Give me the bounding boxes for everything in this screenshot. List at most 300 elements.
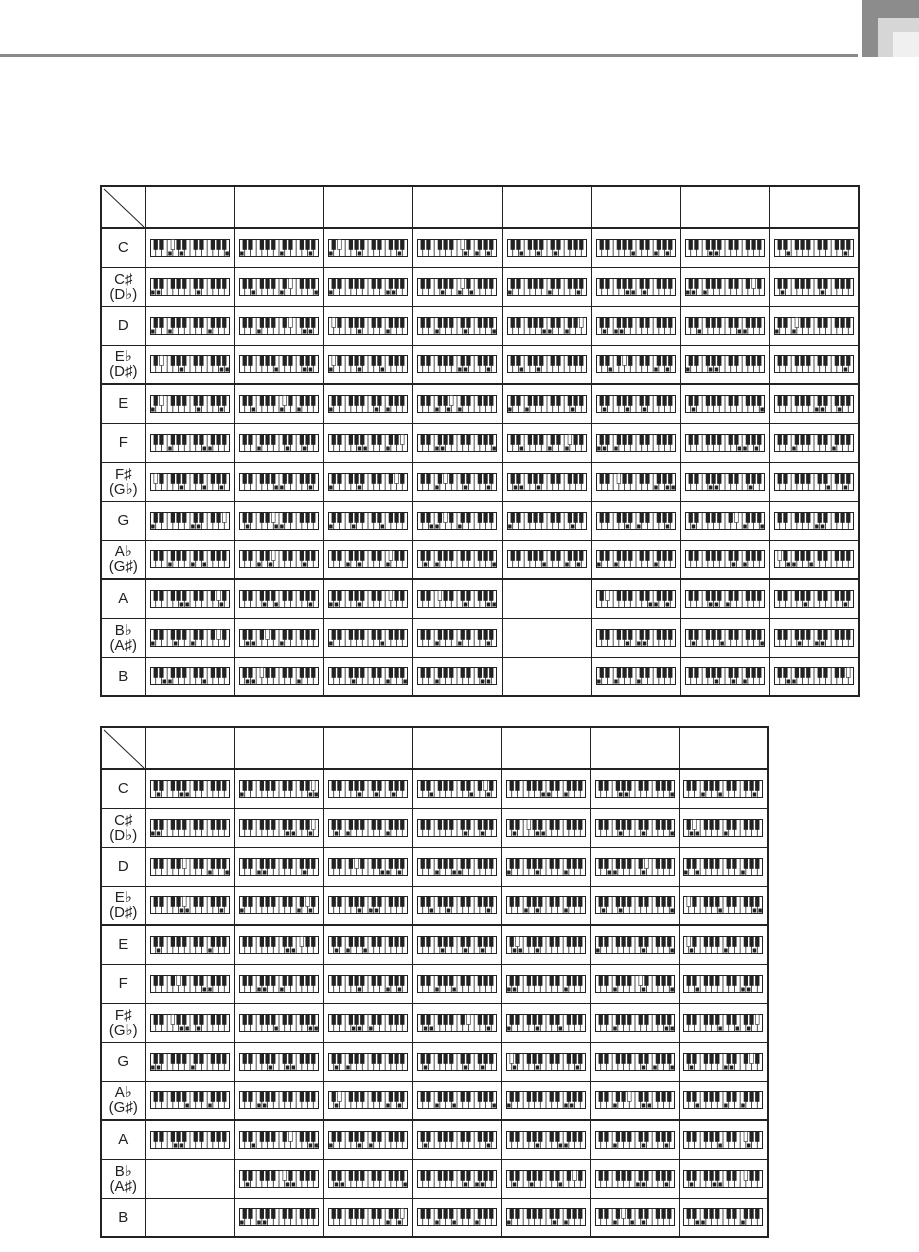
chord-cell: [323, 1159, 412, 1198]
keyboard-diagram-icon: [596, 434, 676, 452]
keyboard-diagram-icon: [328, 1014, 408, 1032]
keyboard-diagram-icon: [595, 780, 675, 798]
keyboard-diagram-icon: [239, 1014, 319, 1032]
root-note: C: [117, 780, 129, 798]
keyboard-diagram-icon: [595, 1091, 675, 1109]
root-label: [101, 579, 145, 618]
chord-cell: [590, 925, 679, 964]
chord-cell: [234, 657, 323, 696]
chord-cell: [681, 540, 770, 579]
chord-cell: [145, 964, 234, 1003]
keyboard-diagram-icon: [685, 512, 765, 530]
root-note: F♯: [114, 465, 132, 483]
chord-type-header: [679, 727, 768, 769]
chord-cell: [770, 501, 859, 540]
root-label: [101, 657, 145, 696]
keyboard-diagram-icon: [239, 512, 319, 530]
chord-type-header: [681, 186, 770, 228]
keyboard-diagram-icon: [506, 896, 586, 914]
root-note: A♭: [114, 543, 132, 561]
keyboard-diagram-icon: [595, 1014, 675, 1032]
chord-cell: [413, 345, 502, 384]
chord-cell: [234, 886, 323, 925]
chord-cell: [502, 618, 591, 657]
chord-cell: [145, 540, 234, 579]
chord-cell: [234, 1042, 323, 1081]
corner-cell: [101, 727, 145, 769]
chord-cell: [413, 540, 502, 579]
keyboard-diagram-icon: [595, 1170, 675, 1188]
chord-cell: [234, 306, 323, 345]
chord-cell: [145, 345, 234, 384]
chord-cell: [145, 306, 234, 345]
keyboard-diagram-icon: [239, 590, 319, 608]
keyboard-diagram-icon: [417, 1170, 497, 1188]
root-note: C♯: [114, 811, 133, 829]
keyboard-diagram-icon: [507, 550, 587, 568]
keyboard-diagram-icon: [685, 473, 765, 491]
chord-type-header: [234, 186, 323, 228]
chord-cell: [591, 228, 680, 267]
keyboard-diagram-icon: [685, 355, 765, 373]
keyboard-diagram-icon: [683, 1170, 763, 1188]
keyboard-diagram-icon: [328, 512, 408, 530]
keyboard-diagram-icon: [774, 667, 854, 685]
root-note-alt: (D♭): [109, 826, 138, 844]
chord-cell: [770, 345, 859, 384]
keyboard-diagram-icon: [774, 395, 854, 413]
keyboard-diagram-icon: [596, 239, 676, 257]
keyboard-diagram-icon: [596, 667, 676, 685]
root-label: [101, 769, 145, 808]
root-label: [101, 886, 145, 925]
keyboard-diagram-icon: [417, 896, 497, 914]
keyboard-diagram-icon: [417, 1014, 497, 1032]
keyboard-diagram-icon: [595, 1053, 675, 1071]
chord-cell: [591, 423, 680, 462]
keyboard-diagram-icon: [328, 278, 408, 296]
chord-cell: [679, 1198, 768, 1237]
root-label: [101, 847, 145, 886]
keyboard-diagram-icon: [150, 819, 230, 837]
chord-cell: [412, 1003, 501, 1042]
keyboard-diagram-icon: [506, 1131, 586, 1149]
keyboard-diagram-icon: [150, 1014, 230, 1032]
chord-cell: [590, 1198, 679, 1237]
root-note-alt: (G♯): [108, 558, 138, 576]
chord-cell: [681, 345, 770, 384]
chord-cell: [324, 540, 413, 579]
keyboard-diagram-icon: [239, 1091, 319, 1109]
chord-cell: [234, 769, 323, 808]
keyboard-diagram-icon: [150, 858, 230, 876]
keyboard-diagram-icon: [150, 278, 230, 296]
chord-cell: [323, 964, 412, 1003]
chord-cell: [681, 384, 770, 423]
chord-cell: [412, 1198, 501, 1237]
keyboard-diagram-icon: [239, 355, 319, 373]
root-note: C: [117, 239, 129, 257]
chord-cell: [413, 228, 502, 267]
chord-cell: [413, 267, 502, 306]
root-label: [101, 501, 145, 540]
keyboard-diagram-icon: [150, 936, 230, 954]
keyboard-diagram-icon: [328, 317, 408, 335]
keyboard-diagram-icon: [685, 550, 765, 568]
keyboard-diagram-icon: [417, 780, 497, 798]
keyboard-diagram-icon: [507, 355, 587, 373]
chord-cell: [679, 886, 768, 925]
chord-cell: [234, 345, 323, 384]
keyboard-diagram-icon: [507, 512, 587, 530]
page-corner-tab-core: [893, 32, 919, 57]
chord-type-header: [323, 727, 412, 769]
keyboard-diagram-icon: [150, 590, 230, 608]
chord-cell: [681, 423, 770, 462]
chord-cell: [501, 769, 590, 808]
keyboard-diagram-icon: [417, 473, 497, 491]
keyboard-diagram-icon: [239, 317, 319, 335]
chord-cell: [323, 1042, 412, 1081]
chord-cell: [145, 228, 234, 267]
chord-type-header: [412, 727, 501, 769]
chord-cell: [324, 657, 413, 696]
keyboard-diagram-icon: [683, 1014, 763, 1032]
chord-cell: [413, 306, 502, 345]
chord-cell: [412, 847, 501, 886]
keyboard-diagram-icon: [417, 1131, 497, 1149]
keyboard-diagram-icon: [685, 590, 765, 608]
chord-cell: [145, 423, 234, 462]
chord-cell: [590, 1120, 679, 1159]
chord-type-header: [770, 186, 859, 228]
keyboard-diagram-icon: [417, 434, 497, 452]
keyboard-diagram-icon: [595, 896, 675, 914]
chord-type-header: [145, 186, 234, 228]
chord-cell: [413, 384, 502, 423]
chord-cell: [591, 618, 680, 657]
chord-cell: [234, 462, 323, 501]
keyboard-diagram-icon: [774, 355, 854, 373]
chord-cell: [679, 1120, 768, 1159]
keyboard-diagram-icon: [506, 858, 586, 876]
chord-cell: [412, 925, 501, 964]
keyboard-diagram-icon: [506, 1091, 586, 1109]
chord-cell: [145, 618, 234, 657]
chord-cell: [770, 267, 859, 306]
keyboard-diagram-icon: [239, 629, 319, 647]
chord-cell: [412, 1120, 501, 1159]
chord-cell: [770, 384, 859, 423]
diagonal-divider-icon: [102, 187, 146, 229]
chord-cell: [324, 345, 413, 384]
chord-cell: [679, 847, 768, 886]
chord-cell: [590, 1003, 679, 1042]
keyboard-diagram-icon: [417, 1091, 497, 1109]
chord-cell: [145, 1120, 234, 1159]
chord-cell: [681, 462, 770, 501]
chord-cell: [145, 1198, 234, 1237]
keyboard-diagram-icon: [328, 550, 408, 568]
keyboard-diagram-icon: [239, 1131, 319, 1149]
chord-cell: [145, 847, 234, 886]
keyboard-diagram-icon: [596, 590, 676, 608]
keyboard-diagram-icon: [328, 1091, 408, 1109]
keyboard-diagram-icon: [506, 780, 586, 798]
root-label: [101, 384, 145, 423]
chord-cell: [234, 1198, 323, 1237]
chord-cell: [590, 886, 679, 925]
chord-cell: [591, 462, 680, 501]
chord-cell: [591, 345, 680, 384]
chord-cell: [145, 1159, 234, 1198]
root-note: D: [117, 317, 129, 334]
keyboard-diagram-icon: [506, 975, 586, 993]
keyboard-diagram-icon: [328, 1053, 408, 1071]
root-note-alt: (G♭): [108, 480, 138, 498]
keyboard-diagram-icon: [596, 512, 676, 530]
chord-cell: [234, 579, 323, 618]
keyboard-diagram-icon: [417, 667, 497, 685]
root-label: [101, 1003, 145, 1042]
keyboard-diagram-icon: [328, 590, 408, 608]
keyboard-diagram-icon: [685, 239, 765, 257]
keyboard-diagram-icon: [685, 629, 765, 647]
root-label: [101, 618, 145, 657]
chord-cell: [234, 228, 323, 267]
keyboard-diagram-icon: [596, 355, 676, 373]
chord-cell: [591, 657, 680, 696]
root-label: [101, 306, 145, 345]
keyboard-diagram-icon: [417, 317, 497, 335]
keyboard-diagram-icon: [239, 858, 319, 876]
keyboard-diagram-icon: [774, 629, 854, 647]
keyboard-diagram-icon: [417, 355, 497, 373]
chord-cell: [412, 886, 501, 925]
keyboard-diagram-icon: [239, 819, 319, 837]
corner-cell: [101, 186, 145, 228]
chord-type-header: [591, 186, 680, 228]
chord-cell: [590, 1081, 679, 1120]
keyboard-diagram-icon: [595, 1208, 675, 1226]
keyboard-diagram-icon: [774, 434, 854, 452]
keyboard-diagram-icon: [328, 355, 408, 373]
keyboard-diagram-icon: [239, 780, 319, 798]
keyboard-diagram-icon: [506, 1053, 586, 1071]
keyboard-diagram-icon: [239, 936, 319, 954]
keyboard-diagram-icon: [239, 473, 319, 491]
chord-table-lower: [100, 726, 769, 1238]
chord-cell: [145, 808, 234, 847]
keyboard-diagram-icon: [328, 1131, 408, 1149]
keyboard-diagram-icon: [328, 896, 408, 914]
chord-cell: [501, 1081, 590, 1120]
chord-cell: [234, 501, 323, 540]
keyboard-diagram-icon: [239, 1170, 319, 1188]
chord-cell: [590, 847, 679, 886]
chord-cell: [413, 462, 502, 501]
chord-cell: [501, 964, 590, 1003]
chord-cell: [501, 886, 590, 925]
chord-type-header: [145, 727, 234, 769]
keyboard-diagram-icon: [417, 1208, 497, 1226]
keyboard-diagram-icon: [417, 278, 497, 296]
chord-cell: [502, 657, 591, 696]
keyboard-diagram-icon: [417, 590, 497, 608]
chord-cell: [591, 579, 680, 618]
chord-cell: [412, 769, 501, 808]
keyboard-diagram-icon: [506, 819, 586, 837]
keyboard-diagram-icon: [150, 239, 230, 257]
chord-cell: [145, 657, 234, 696]
keyboard-diagram-icon: [150, 355, 230, 373]
chord-cell: [413, 579, 502, 618]
chord-cell: [591, 384, 680, 423]
root-label: [101, 267, 145, 306]
chord-cell: [145, 267, 234, 306]
keyboard-diagram-icon: [239, 395, 319, 413]
chord-cell: [501, 808, 590, 847]
chord-table-upper: [100, 185, 860, 697]
keyboard-diagram-icon: [507, 395, 587, 413]
chord-cell: [234, 925, 323, 964]
chord-cell: [501, 1159, 590, 1198]
root-note-alt: (D♯): [109, 363, 138, 381]
root-label: [101, 808, 145, 847]
chord-cell: [412, 1081, 501, 1120]
chord-cell: [770, 228, 859, 267]
root-note: A: [118, 1131, 129, 1149]
chord-cell: [591, 501, 680, 540]
keyboard-diagram-icon: [150, 473, 230, 491]
keyboard-diagram-icon: [595, 936, 675, 954]
chord-cell: [590, 1159, 679, 1198]
chord-cell: [323, 925, 412, 964]
keyboard-diagram-icon: [239, 434, 319, 452]
chord-cell: [145, 1042, 234, 1081]
keyboard-diagram-icon: [507, 434, 587, 452]
keyboard-diagram-icon: [328, 858, 408, 876]
keyboard-diagram-icon: [417, 550, 497, 568]
root-note: B♭: [114, 1162, 132, 1180]
root-note: E♭: [114, 889, 132, 907]
root-label: [101, 1120, 145, 1159]
keyboard-diagram-icon: [683, 1131, 763, 1149]
root-note-alt: (A♯): [109, 1177, 137, 1195]
keyboard-diagram-icon: [150, 1091, 230, 1109]
keyboard-diagram-icon: [239, 239, 319, 257]
chord-cell: [323, 769, 412, 808]
keyboard-diagram-icon: [685, 434, 765, 452]
keyboard-diagram-icon: [150, 1131, 230, 1149]
keyboard-diagram-icon: [417, 395, 497, 413]
chord-cell: [145, 384, 234, 423]
keyboard-diagram-icon: [417, 819, 497, 837]
chord-cell: [234, 267, 323, 306]
chord-cell: [770, 657, 859, 696]
keyboard-diagram-icon: [417, 239, 497, 257]
keyboard-diagram-icon: [774, 278, 854, 296]
keyboard-diagram-icon: [595, 858, 675, 876]
root-note-alt: (G♭): [108, 1021, 138, 1039]
keyboard-diagram-icon: [417, 629, 497, 647]
root-note: F: [118, 434, 128, 451]
chord-cell: [591, 306, 680, 345]
chord-cell: [590, 964, 679, 1003]
chord-cell: [770, 423, 859, 462]
chord-cell: [590, 769, 679, 808]
chord-cell: [681, 657, 770, 696]
chord-cell: [681, 501, 770, 540]
chord-type-header: [234, 727, 323, 769]
chord-cell: [501, 1198, 590, 1237]
keyboard-diagram-icon: [417, 975, 497, 993]
chord-cell: [234, 423, 323, 462]
chord-cell: [502, 384, 591, 423]
keyboard-diagram-icon: [596, 278, 676, 296]
chord-cell: [324, 384, 413, 423]
chord-cell: [412, 808, 501, 847]
keyboard-diagram-icon: [596, 550, 676, 568]
chord-cell: [323, 808, 412, 847]
chord-cell: [770, 540, 859, 579]
keyboard-diagram-icon: [417, 858, 497, 876]
chord-cell: [145, 462, 234, 501]
root-note: E♭: [114, 348, 132, 366]
root-note: A♭: [114, 1084, 132, 1102]
keyboard-diagram-icon: [150, 1053, 230, 1071]
root-note-alt: (D♯): [109, 904, 138, 922]
keyboard-diagram-icon: [328, 780, 408, 798]
root-note: C♯: [114, 270, 133, 288]
keyboard-diagram-icon: [774, 473, 854, 491]
keyboard-diagram-icon: [774, 512, 854, 530]
keyboard-diagram-icon: [328, 434, 408, 452]
chord-cell: [323, 886, 412, 925]
keyboard-diagram-icon: [507, 239, 587, 257]
root-note: E: [118, 936, 129, 954]
chord-cell: [591, 267, 680, 306]
chord-cell: [679, 1003, 768, 1042]
chord-cell: [679, 964, 768, 1003]
keyboard-diagram-icon: [595, 975, 675, 993]
keyboard-diagram-icon: [774, 550, 854, 568]
keyboard-diagram-icon: [595, 1131, 675, 1149]
chord-cell: [234, 964, 323, 1003]
chord-cell: [502, 306, 591, 345]
root-label: [101, 925, 145, 964]
chord-cell: [145, 925, 234, 964]
chord-cell: [145, 886, 234, 925]
chord-cell: [324, 267, 413, 306]
root-note: B: [118, 667, 129, 685]
chord-cell: [770, 618, 859, 657]
chord-cell: [681, 579, 770, 618]
header-rule: [0, 54, 858, 57]
chord-cell: [681, 267, 770, 306]
root-label: [101, 228, 145, 267]
root-note-alt: (G♯): [108, 1099, 138, 1117]
keyboard-diagram-icon: [150, 395, 230, 413]
chord-cell: [501, 1003, 590, 1042]
root-note: G: [117, 1053, 130, 1070]
chord-cell: [502, 462, 591, 501]
keyboard-diagram-icon: [683, 819, 763, 837]
keyboard-diagram-icon: [683, 858, 763, 876]
keyboard-diagram-icon: [685, 395, 765, 413]
chord-cell: [145, 1081, 234, 1120]
keyboard-diagram-icon: [506, 936, 586, 954]
